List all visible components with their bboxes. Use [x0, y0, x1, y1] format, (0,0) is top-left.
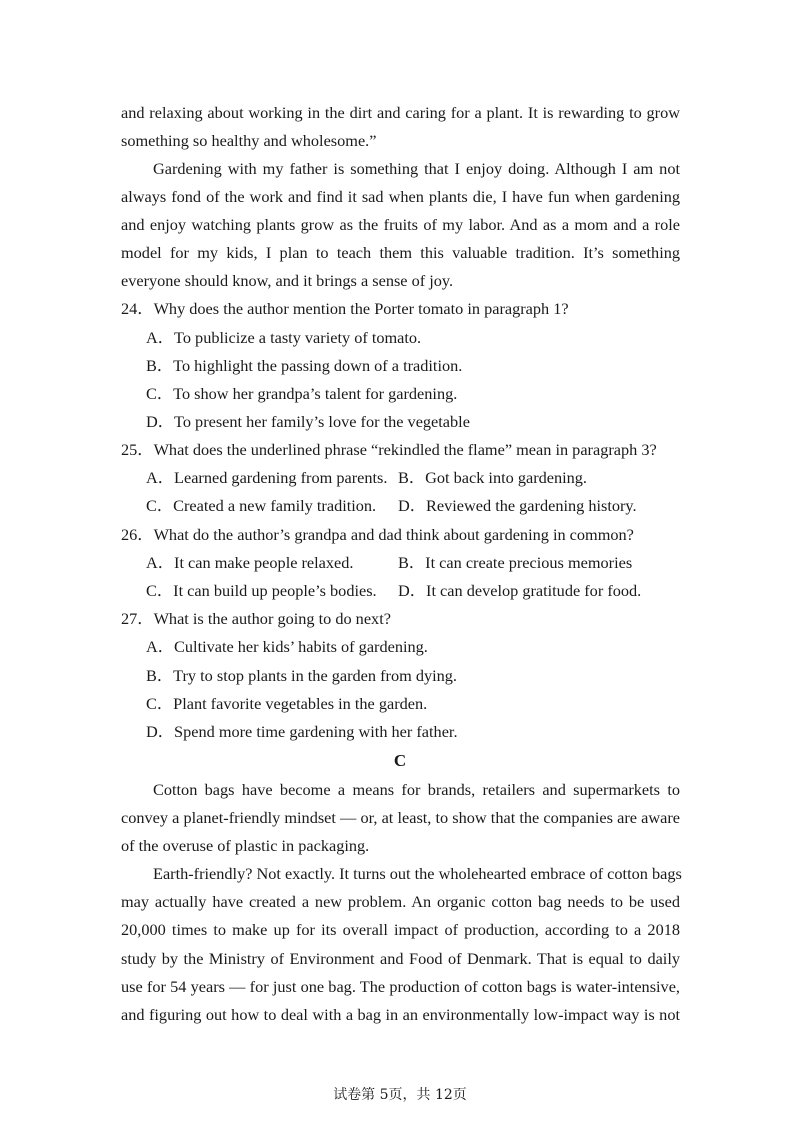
option-d: D．Spend more time gardening with her father. [146, 722, 458, 741]
option-c: C．It can build up people’s bodies. [146, 581, 377, 600]
text-line: study by the Ministry of Environment and Food of Denmark. That is equal to daily [121, 949, 680, 968]
text-line: and figuring out how to deal with a bag in an environmentally low-impact way is not [121, 1005, 680, 1024]
text-line: may actually have created a new problem. An organic cotton bag needs to be used [121, 892, 680, 911]
option-c: C．Plant favorite vegetables in the garden. [146, 694, 428, 713]
text-line: model for my kids, I plan to teach them this valuable tradition. It’s something [121, 243, 680, 262]
text-line: something so healthy and wholesome.” [121, 131, 377, 150]
text-line: of the overuse of plastic in packaging. [121, 836, 370, 855]
text-line: Cotton bags have become a means for brands, retailers and supermarkets to [153, 780, 680, 799]
option-a: A．Learned gardening from parents. [146, 468, 388, 487]
option-a: A．It can make people relaxed. [146, 553, 354, 572]
text-line: Earth-friendly? Not exactly. It turns out the wholehearted embrace of cotton bags [153, 864, 682, 883]
text-line: everyone should know, and it brings a sense of joy. [121, 271, 454, 290]
question-stem: 25．What does the underlined phrase “rekindled the flame” mean in paragraph 3? [121, 440, 657, 459]
question-stem: 27．What is the author going to do next? [121, 609, 391, 628]
option-b: B．To highlight the passing down of a tradition. [146, 356, 463, 375]
option-a: A．Cultivate her kids’ habits of gardening. [146, 637, 428, 656]
option-c: C．Created a new family tradition. [146, 496, 377, 515]
page-footer: 试卷第 5页，共 12页 [333, 1087, 467, 1103]
option-b: B．Try to stop plants in the garden from dying. [146, 666, 457, 685]
text-line: convey a planet-friendly mindset — or, at least, to show that the companies are aware [121, 808, 680, 827]
text-line: Gardening with my father is something that I enjoy doing. Although I am not [153, 159, 680, 178]
question-stem: 24．Why does the author mention the Porter tomato in paragraph 1? [121, 299, 569, 318]
text-line: and enjoy watching plants grow as the fruits of my labor. And as a mom and a role [121, 215, 680, 234]
option-a: A．To publicize a tasty variety of tomato. [146, 328, 422, 347]
option-d: D．Reviewed the gardening history. [398, 496, 637, 515]
option-b: B．It can create precious memories [398, 553, 633, 572]
option-d: D．It can develop gratitude for food. [398, 581, 642, 600]
text-line: 20,000 times to make up for its overall impact of production, according to a 2018 [121, 920, 680, 939]
question-stem: 26．What do the author’s grandpa and dad think about gardening in common? [121, 525, 634, 544]
section-heading: C [393, 751, 407, 770]
option-c: C．To show her grandpa’s talent for gardening. [146, 384, 458, 403]
text-line: always fond of the work and find it sad when plants die, I have fun when gardening [121, 187, 680, 206]
text-line: and relaxing about working in the dirt and caring for a plant. It is rewarding to grow [121, 103, 680, 122]
text-line: use for 54 years — for just one bag. The production of cotton bags is water-intensive, [121, 977, 680, 996]
option-d: D．To present her family’s love for the vegetable [146, 412, 470, 431]
option-b: B．Got back into gardening. [398, 468, 588, 487]
